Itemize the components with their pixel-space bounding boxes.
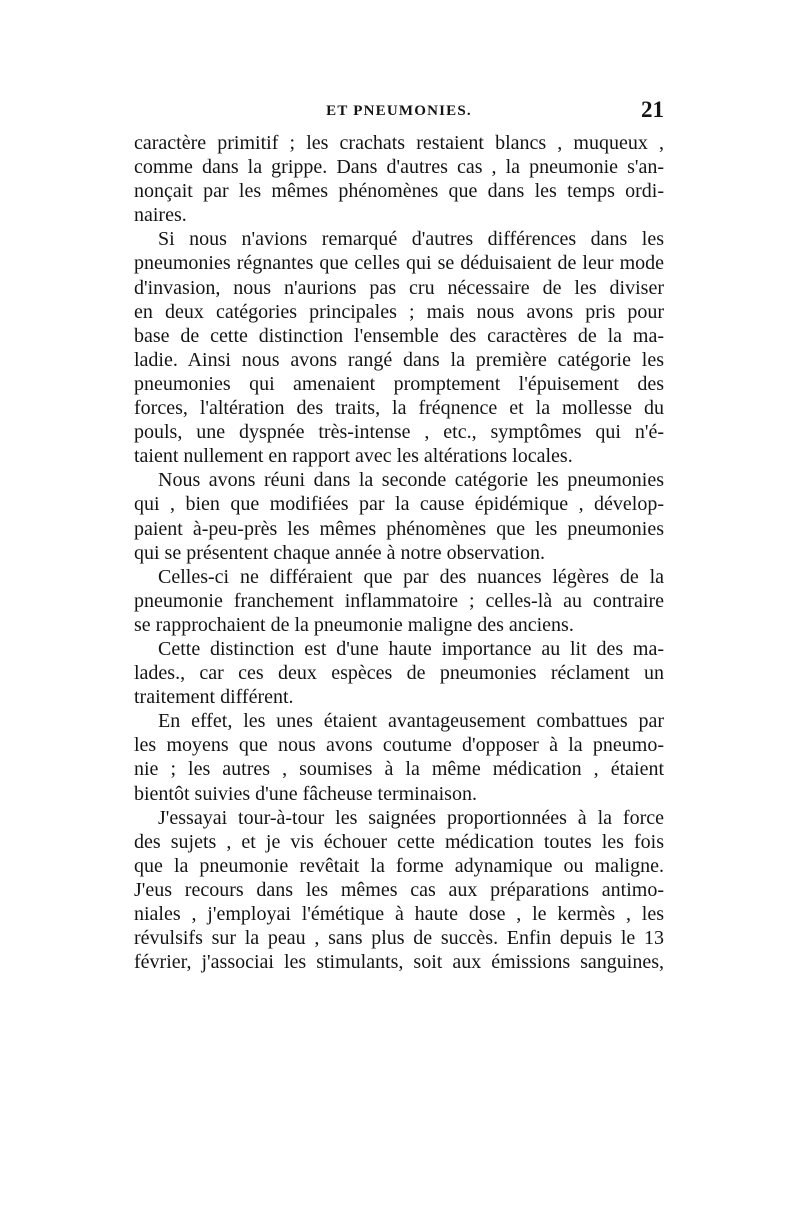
text-line: nie ; les autres , soumises à la même médication , étaient <box>134 758 664 781</box>
text-line: naires. <box>134 204 187 227</box>
text-line: février, j'associai les stimulants, soit aux émissions sanguines, <box>134 951 664 974</box>
text-line: ladie. Ainsi nous avons rangé dans la première catégorie les <box>134 348 664 371</box>
running-head <box>134 97 664 127</box>
text-line: des sujets , et je vis échouer cette médication toutes les fois <box>134 830 664 853</box>
text-line: En effet, les unes étaient avantageusement combattues par <box>158 710 664 733</box>
text-line: paient à-peu-près les mêmes phénomènes que les pneumonies <box>134 517 664 540</box>
text-line: Celles-ci ne différaient que par des nuances légères de la <box>158 565 664 588</box>
body-text <box>134 131 664 974</box>
text-line: Si nous n'avions remarqué d'autres différences dans les <box>158 228 664 251</box>
text-line: Cette distinction est d'une haute importance au lit des ma- <box>158 637 664 660</box>
text-line: pneumonies qui amenaient promptement l'épuisement des <box>134 372 664 395</box>
running-title: ET PNEUMONIES. <box>326 103 472 119</box>
text-line: forces, l'altération des traits, la fréqnence et la mollesse du <box>134 397 664 420</box>
text-line: d'invasion, nous n'aurions pas cru nécessaire de les diviser <box>134 276 664 299</box>
text-line: taient nullement en rapport avec les altérations locales. <box>134 445 573 468</box>
text-line: base de cette distinction l'ensemble des caractères de la ma- <box>134 324 664 347</box>
text-line: pouls, une dyspnée très-intense , etc., symptômes qui n'é- <box>134 421 664 444</box>
text-line: qui se présentent chaque année à notre observation. <box>134 541 545 564</box>
text-line: lades., car ces deux espèces de pneumonies réclament un <box>134 662 664 685</box>
text-line: en deux catégories principales ; mais nous avons pris pour <box>134 300 664 323</box>
text-line: les moyens que nous avons coutume d'opposer à la pneumo- <box>134 734 664 757</box>
text-line: caractère primitif ; les crachats restaient blancs , muqueux , <box>134 132 664 154</box>
text-line: pneumonie franchement inflammatoire ; celles-là au contraire <box>134 589 664 612</box>
text-line: pneumonies régnantes que celles qui se déduisaient de leur mode <box>134 252 664 275</box>
text-line: J'essayai tour-à-tour les saignées proportionnées à la force <box>158 806 664 829</box>
page-number: 21 <box>641 97 664 122</box>
text-line: niales , j'employai l'émétique à haute dose , le kermès , les <box>134 903 664 925</box>
text-line: Nous avons réuni dans la seconde catégorie les pneumonies <box>158 469 664 492</box>
text-line: qui , bien que modifiées par la cause épidémique , dévelop- <box>134 493 664 516</box>
text-line: comme dans la grippe. Dans d'autres cas , la pneumonie s'an- <box>134 156 664 179</box>
text-line: révulsifs sur la peau , sans plus de succès. Enfin depuis le 13 <box>134 927 664 950</box>
text-line: bientôt suivies d'une fâcheuse terminaison. <box>134 782 477 805</box>
text-line: traitement différent. <box>134 686 294 709</box>
text-line: nonçait par les mêmes phénomènes que dans les temps ordi- <box>134 180 664 203</box>
text-line: se rapprochaient de la pneumonie maligne des anciens. <box>134 613 574 636</box>
text-line: que la pneumonie revêtait la forme adynamique ou maligne. <box>134 854 664 877</box>
text-line: J'eus recours dans les mêmes cas aux préparations antimo- <box>134 878 664 901</box>
